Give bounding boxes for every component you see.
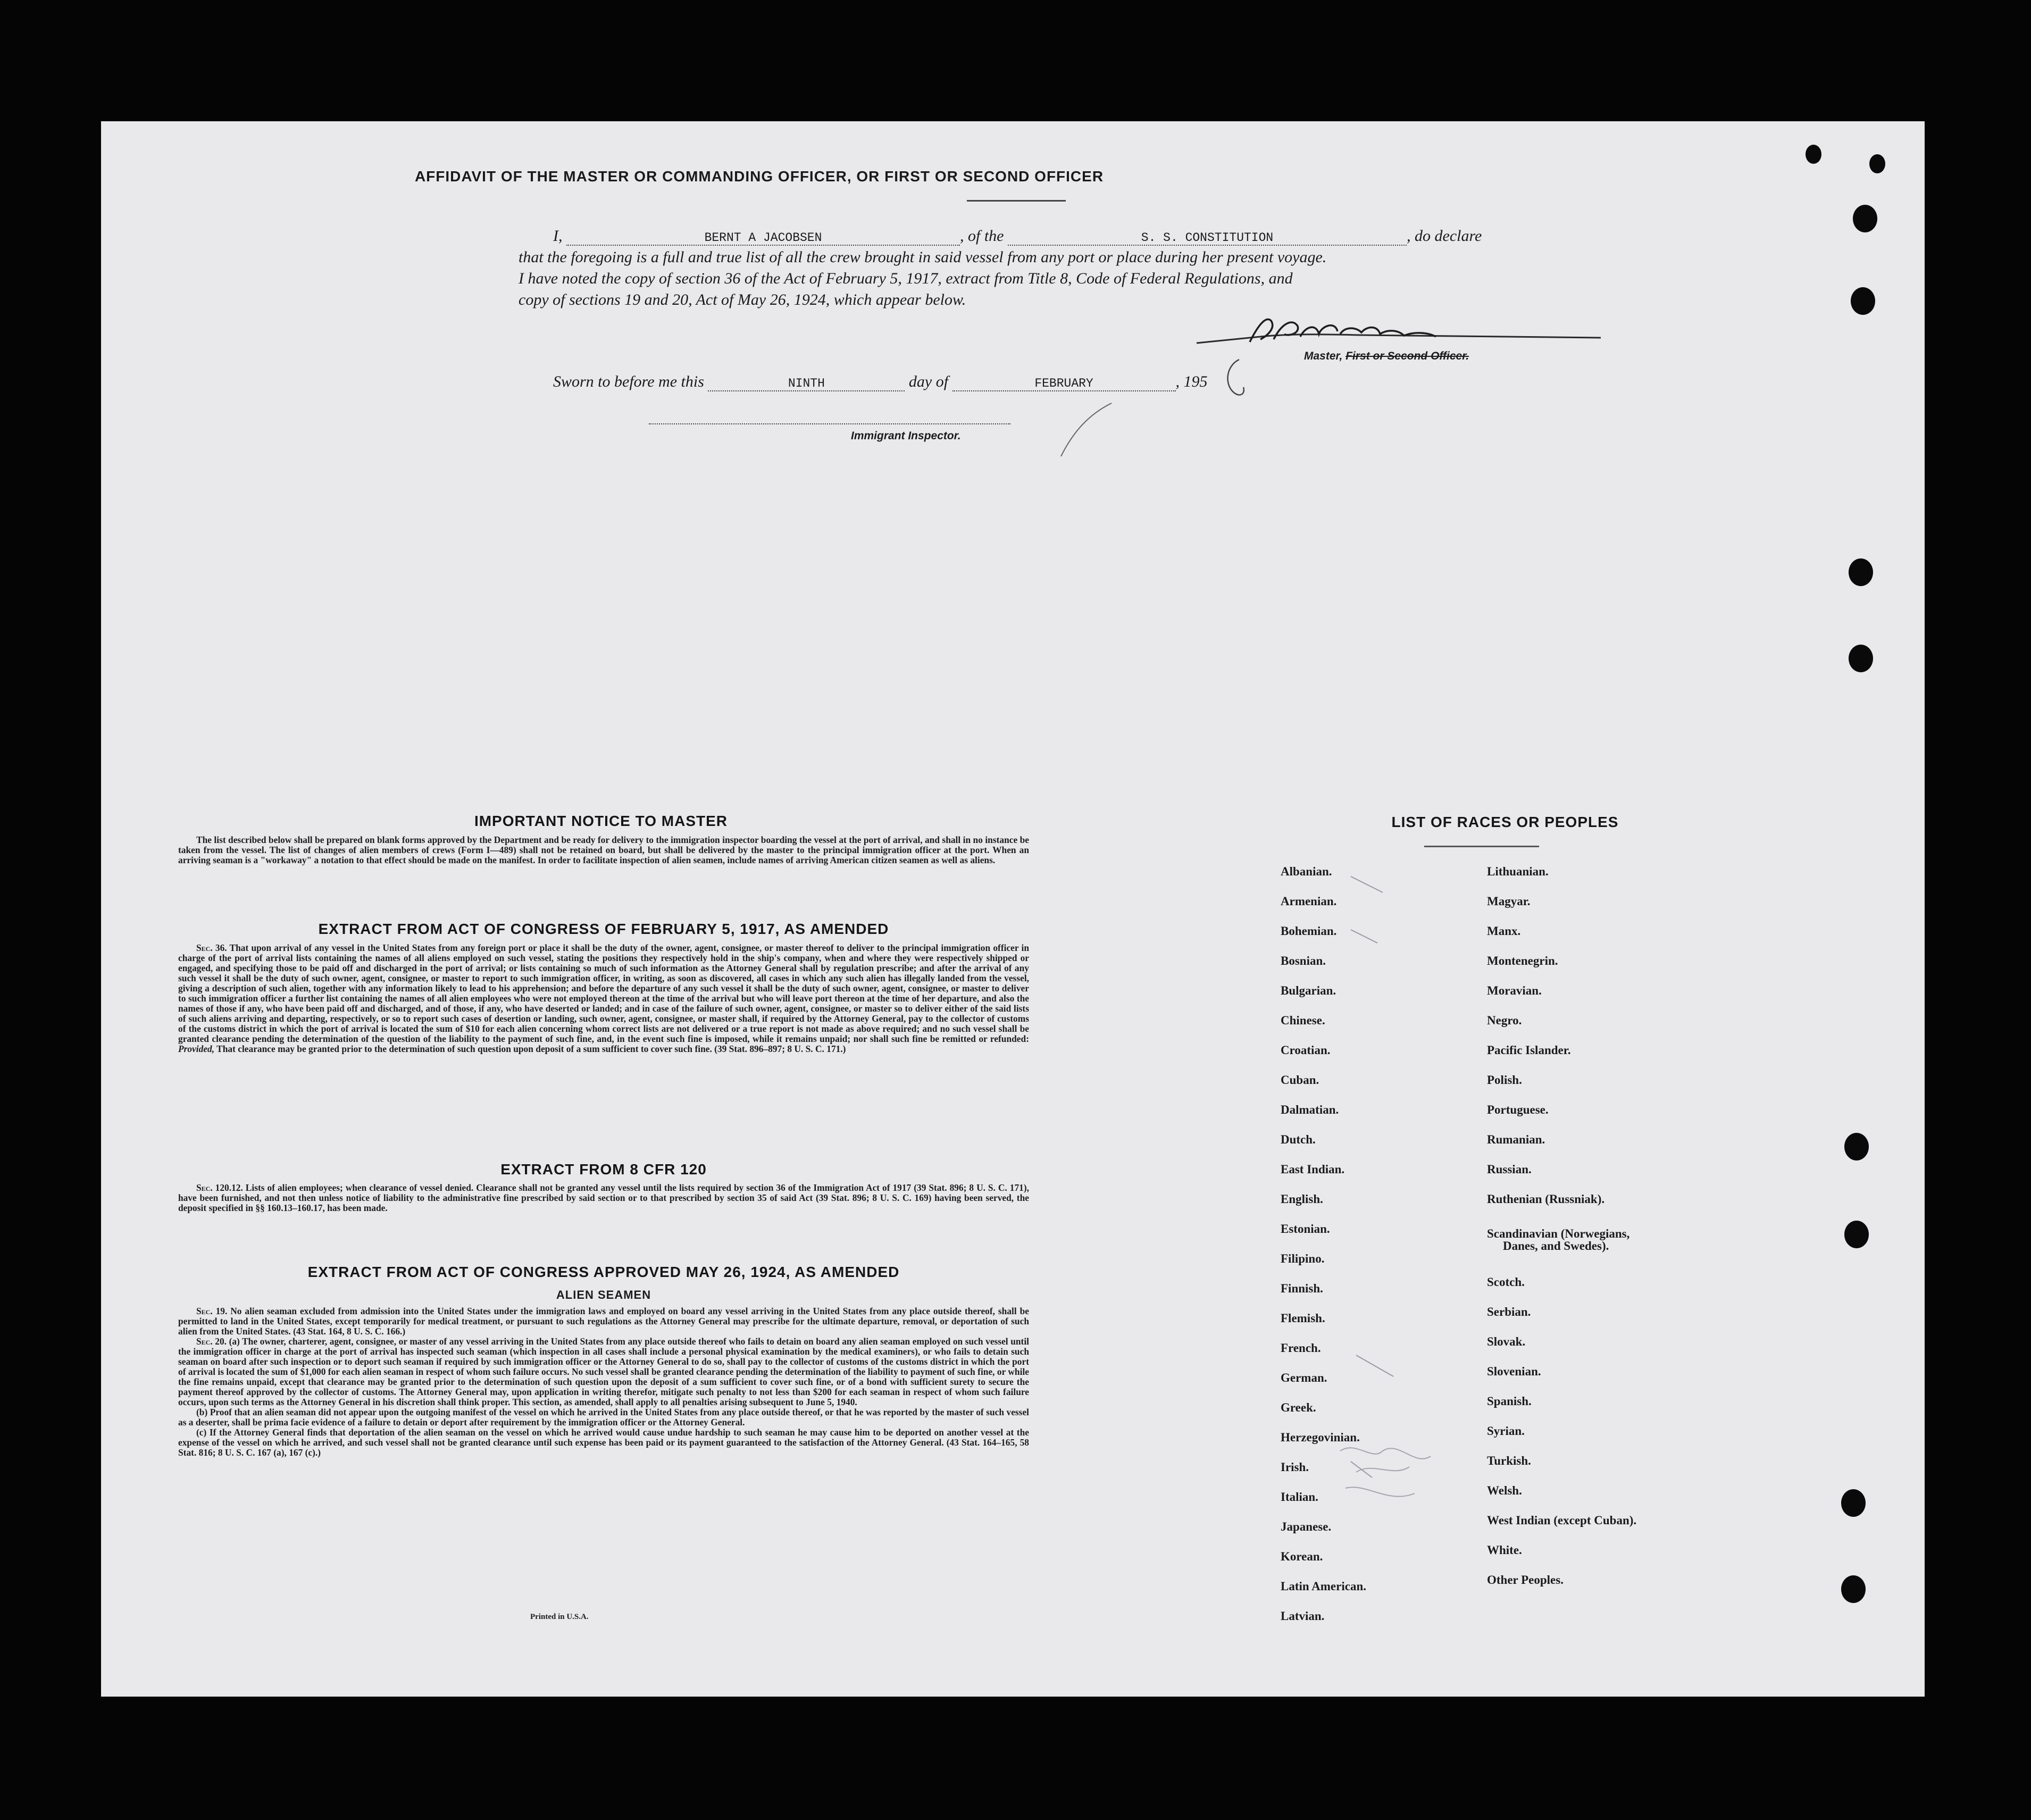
race-right-23: White. <box>1487 1543 1522 1557</box>
extract-cfr-text: Sec. 120.12. Lists of alien employees; when clearance of vessel denied. Clearance shall not be granted any vessel until the lists required by section 36 of the Immigration Act of 1917 (39 Stat. 896; 8 U. S. C. 171), have been furnished, and not then unless notice of liability to the administrative fine prescribed by said section or to that prescribed by section 35 of said Act (39 Stat. 896; 8 U. S. C. 169) having been served, the deposit specified in §§ 160.13–160.17, has been made. <box>178 1182 1029 1213</box>
pencil-scribble <box>1324 1430 1484 1547</box>
title-rule <box>967 200 1066 202</box>
race-left-6: Chinese. <box>1281 1014 1325 1027</box>
race-right-2: Magyar. <box>1487 895 1531 908</box>
inspector-label: Immigrant Inspector. <box>851 430 961 442</box>
race-left-18: German. <box>1281 1371 1327 1384</box>
race-left-25: Latin American. <box>1281 1580 1366 1593</box>
race-right-8: Polish. <box>1487 1073 1522 1087</box>
race-left-5: Bulgarian. <box>1281 984 1336 997</box>
race-left-20: Herzegovinian. <box>1281 1431 1360 1444</box>
declaration-line-3: I have noted the copy of section 36 of the Act of February 5, 1917, extract from Title 8, Code of Federal Regulations, and <box>519 270 1293 287</box>
race-left-23: Japanese. <box>1281 1520 1332 1533</box>
race-right-22: West Indian (except Cuban). <box>1487 1514 1637 1527</box>
races-heading-rule <box>1424 846 1539 847</box>
race-left-3: Bohemian. <box>1281 924 1337 938</box>
declaration-line-1: I, BERNT A JACOBSEN , of the S. S. CONSTITUTION , do declare <box>553 227 1482 245</box>
race-right-3: Manx. <box>1487 924 1521 938</box>
master-name-field: BERNT A JACOBSEN <box>566 231 960 246</box>
race-right-4: Montenegrin. <box>1487 954 1558 967</box>
affidavit-title: AFFIDAVIT OF THE MASTER OR COMMANDING OFFICER, OR FIRST OR SECOND OFFICER <box>414 168 1104 185</box>
declaration-line-2: that the foregoing is a full and true list of all the crew brought in said vessel from any port or place during her present voyage. <box>519 248 1327 266</box>
race-right-16: Slovak. <box>1487 1335 1526 1348</box>
punch-hole-top-2 <box>1869 154 1885 173</box>
races-heading: LIST OF RACES OR PEOPLES <box>1391 814 1619 830</box>
notice-heading: IMPORTANT NOTICE TO MASTER <box>474 813 728 829</box>
printed-in-usa: Printed in U.S.A. <box>530 1613 589 1621</box>
race-left-9: Dalmatian. <box>1281 1103 1339 1116</box>
extract-1924-heading: EXTRACT FROM ACT OF CONGRESS APPROVED MAY 26, 1924, AS AMENDED <box>307 1264 900 1280</box>
notice-text: The list described below shall be prepared on blank forms approved by the Department and be ready for delivery to the immigration inspector boarding the vessel at the port of arrival, and shall in no instance be taken from the vessel. The list of changes of alien members of crews (Form I—489) shall not be retained on board, but shall be delivered by the master to the principal immigration officer at the port. When an arriving seaman is a "workaway" a notation to that effect should be made on the manifest. In order to facilitate inspection of alien seamen, include names of arriving American citizen seamen as well as aliens. <box>178 834 1029 865</box>
punch-hole-4 <box>1849 645 1873 672</box>
race-right-6: Negro. <box>1487 1014 1522 1027</box>
race-left-16: Flemish. <box>1281 1312 1325 1325</box>
race-left-1: Albanian. <box>1281 865 1332 878</box>
alien-seamen-subheading: ALIEN SEAMEN <box>556 1288 651 1301</box>
punch-hole-1 <box>1853 205 1877 232</box>
race-right-17: Slovenian. <box>1487 1365 1541 1378</box>
race-left-21: Irish. <box>1281 1460 1309 1474</box>
punch-hole-7 <box>1841 1489 1866 1517</box>
race-left-26: Latvian. <box>1281 1609 1325 1623</box>
punch-hole-top-1 <box>1806 145 1821 164</box>
race-right-5: Moravian. <box>1487 984 1542 997</box>
inspector-signature-line <box>649 423 1010 424</box>
race-right-11: Russian. <box>1487 1163 1532 1176</box>
race-left-13: Estonian. <box>1281 1222 1330 1235</box>
race-right-20: Turkish. <box>1487 1454 1531 1467</box>
race-left-17: French. <box>1281 1341 1321 1355</box>
sworn-month-field: FEBRUARY <box>952 377 1176 391</box>
race-left-24: Korean. <box>1281 1550 1323 1563</box>
extract-1917-heading: EXTRACT FROM ACT OF CONGRESS OF FEBRUARY 5, 1917, AS AMENDED <box>318 921 889 937</box>
race-right-7: Pacific Islander. <box>1487 1043 1571 1057</box>
extract-cfr-heading: EXTRACT FROM 8 CFR 120 <box>500 1161 707 1178</box>
race-right-13: Scandinavian (Norwegians, Danes, and Swedes). <box>1487 1227 1630 1253</box>
declaration-line-4: copy of sections 19 and 20, Act of May 26, 1924, which appear below. <box>519 291 966 308</box>
race-right-15: Serbian. <box>1487 1305 1531 1318</box>
race-right-9: Portuguese. <box>1487 1103 1549 1116</box>
vessel-name-field: S. S. CONSTITUTION <box>1008 231 1407 246</box>
signatory-role: Master, First or Second Officer. <box>1304 350 1469 362</box>
stray-pen-stroke <box>1053 398 1117 462</box>
punch-hole-2 <box>1851 287 1875 315</box>
race-left-10: Dutch. <box>1281 1133 1316 1146</box>
race-right-18: Spanish. <box>1487 1395 1532 1408</box>
extract-1924-text: Sec. 19. No alien seaman excluded from admission into the United States under the immigration laws and employed on board any vessel arriving in the United States from any place outside thereof, shall be permitted to land in the United States, except temporarily for medical treatment, or pursuant to such regulations as the Attorney General may prescribe for the ultimate departure, removal, or deportation of such alien from the United States. (43 Stat. 164, 8 U. S. C. 166.) Sec. 20. (a) The owner, charterer, agent, consignee, or master of any vessel arriving in the United States from any place outside thereof who fails to detain on board any alien seaman employed on such vessel until the immigration officer in charge at the port of arrival has inspected such seaman (which inspection in all cases shall include a personal physical examination by the medical examiners), or who fails to detain such seaman on board after such inspection or to deport such seaman if required by such immigration officer or the Attorney General to do so, shall pay to the collector of customs of the customs district in which the port of arrival is located the sum of $1,000 for each alien seaman in respect of whom such failure occurs. No such vessel shall be granted clearance pending the determination of the liability to payment of such fine, or while the fine remains unpaid, except that clearance may be granted prior to the determination of such question upon the deposit of a sum sufficient to cover such fine, or of a bond with sufficient surety to secure the payment thereof approved by the collector of customs. The Attorney General may, upon application in writing therefor, mitigate such penalty to not less than $200 for each seaman in respect of whom such failure occurs, upon such terms as the Attorney General in his discretion shall think proper. This section, as amended, shall apply to all penalties arising subsequent to June 5, 1940. (b) Proof that an alien seaman did not appear upon the outgoing manifest of the vessel on which he arrived in the United States from any place outside thereof, or that he was reported by the master of such vessel as a deserter, shall be prima facie evidence of a failure to detain or deport after requirement by the immigration officer or the Attorney General. (c) If the Attorney General finds that deportation of the alien seaman on the vessel on which he arrived would cause undue hardship to such seaman he may cause him to be deported on another vessel at the expense of the vessel on which he arrived, and such vessel shall not be granted clearance until such expense has been paid or its payment guaranteed to the satisfaction of the Attorney General. (43 Stat. 164–165, 58 Stat. 816; 8 U. S. C. 167 (a), 167 (c).) <box>178 1306 1029 1458</box>
race-right-1: Lithuanian. <box>1487 865 1549 878</box>
race-left-22: Italian. <box>1281 1490 1318 1504</box>
pen-mark <box>1218 355 1255 403</box>
race-left-19: Greek. <box>1281 1401 1316 1414</box>
race-left-11: East Indian. <box>1281 1163 1345 1176</box>
race-left-15: Finnish. <box>1281 1282 1323 1295</box>
race-left-7: Croatian. <box>1281 1043 1331 1057</box>
document-page <box>101 121 1925 1697</box>
sworn-day-field: NINTH <box>708 377 905 391</box>
punch-hole-6 <box>1844 1221 1869 1248</box>
punch-hole-3 <box>1849 558 1873 586</box>
race-left-12: English. <box>1281 1192 1323 1206</box>
punch-hole-5 <box>1844 1133 1869 1161</box>
extract-1917-text: Sec. 36. That upon arrival of any vessel in the United States from any foreign port or place it shall be the duty of the owner, agent, consignee, or master thereof to deliver to the principal immigration officer in charge of the port of arrival lists containing the names of all aliens employed on such vessel, stating the positions they respectively hold in the ship's company, when and where they were respectively shipped or engaged, and specifying those to be paid off and discharged in the port of arrival; or lists containing so much of such information as the Attorney General shall by regulation prescribe; and after the arrival of any such vessel it shall be the duty of such owner, agent, consignee, or master to report to such immigration officer, in writing, as soon as discovered, all cases in which any such alien has illegally landed from the vessel, giving a description of such alien, together with any information likely to lead to his apprehension; and before the departure of any such vessel it shall be the duty of such owner, agent, consignee, or master to deliver to such immigration officer a further list containing the names of all alien employees who were not employed thereon at the time of the arrival but who will leave port thereon at the time of her departure, and also the names of those if any, who have been paid off and discharged, and of those, if any, who have deserted or landed; and in case of the failure of such owner, agent, consignee, or master so to deliver either of the said lists of such aliens arriving and departing, respectively, or so to report such cases of desertion or landing, such owner, agent, consignee, or master shall, if required by the Attorney General, pay to the collector of customs of the customs district in which the port of arrival is located the sum of $10 for each alien concerning whom correct lists are not delivered or a true report is not made as above required; and no such vessel shall be granted clearance pending the determination of the question of the liability to the payment of such fine, and, in the event such fine is imposed, while it remains unpaid; nor shall such fine be remitted or refunded: Provided, That clearance may be granted prior to the determination of such question upon deposit of a sum sufficient to cover such fine. (39 Stat. 896–897; 8 U. S. C. 171.) <box>178 942 1029 1054</box>
race-left-2: Armenian. <box>1281 895 1337 908</box>
race-left-8: Cuban. <box>1281 1073 1319 1087</box>
race-right-14: Scotch. <box>1487 1275 1525 1289</box>
race-left-4: Bosnian. <box>1281 954 1326 967</box>
race-right-21: Welsh. <box>1487 1484 1522 1497</box>
race-right-24: Other Peoples. <box>1487 1573 1564 1587</box>
race-right-12: Ruthenian (Russniak). <box>1487 1192 1605 1206</box>
sworn-line: Sworn to before me this NINTH day of FEBRUARY , 195 <box>553 373 1208 390</box>
race-right-10: Rumanian. <box>1487 1133 1545 1146</box>
race-right-19: Syrian. <box>1487 1424 1525 1438</box>
punch-hole-8 <box>1841 1575 1866 1603</box>
race-left-14: Filipino. <box>1281 1252 1325 1265</box>
